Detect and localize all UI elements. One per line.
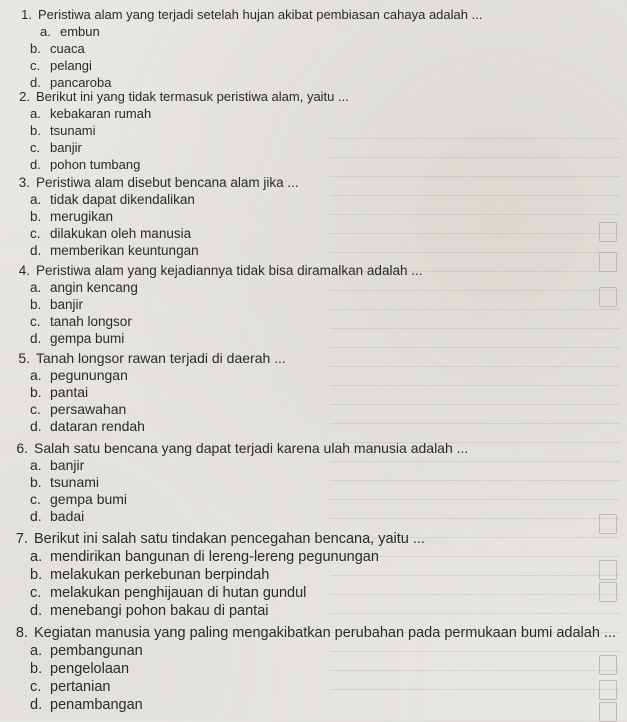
option-item: d. menebangi pohon bakau di pantai — [30, 603, 269, 619]
option-item: a. kebakaran rumah — [30, 106, 152, 121]
question-block — [8, 262, 422, 347]
option-item: a. banjir — [30, 457, 85, 473]
option-item: d. penambangan — [30, 697, 143, 713]
option-item: c. melakukan penghijauan di hutan gundul — [30, 585, 307, 601]
option-item: d. badai — [30, 508, 85, 524]
option-item: d. pancaroba — [30, 75, 112, 90]
option-item: d. gempa bumi — [30, 331, 125, 346]
option-item: b. tsunami — [30, 474, 100, 490]
option-item: c. pelangi — [30, 58, 92, 73]
question-block — [6, 624, 616, 714]
question-block — [10, 6, 482, 91]
faint-checkbox — [599, 222, 617, 242]
option-item: b. tsunami — [30, 123, 96, 138]
question-text: 1. Peristiwa alam yang terjadi setelah hujan akibat pembiasan cahaya adalah ... — [21, 7, 483, 22]
faint-checkbox — [599, 560, 617, 580]
option-item: b. merugikan — [30, 209, 114, 224]
option-item: b. banjir — [30, 297, 84, 312]
option-item: b. pantai — [30, 384, 89, 400]
option-item: a. angin kencang — [30, 280, 138, 295]
option-item: c. banjir — [30, 140, 82, 155]
question-block — [6, 530, 425, 620]
question-text: 7. Berikut ini salah satu tindakan pencegahan bencana, yaitu ... — [15, 531, 425, 547]
option-item: d. pohon tumbang — [30, 157, 141, 172]
option-item: b. pengelolaan — [30, 661, 130, 677]
show-through-text — [330, 120, 620, 710]
question-text: 5. Tanah longsor rawan terjadi di daerah ... — [18, 350, 286, 366]
option-item: b. melakukan perkebunan berpindah — [30, 567, 270, 583]
option-item: a. tidak dapat dikendalikan — [30, 192, 195, 207]
question-text: 4. Peristiwa alam yang kejadiannya tidak bisa diramalkan adalah ... — [18, 263, 423, 278]
question-block — [8, 350, 286, 435]
option-item: a. pembangunan — [30, 643, 143, 659]
option-item: d. memberikan keuntungan — [30, 243, 199, 258]
faint-checkbox — [599, 582, 617, 602]
faint-checkbox — [599, 287, 617, 307]
question-block — [6, 440, 468, 525]
question-text: 8. Kegiatan manusia yang paling mengakibatkan perubahan pada permukaan bumi adalah ... — [15, 625, 617, 641]
option-item: a. embun — [40, 24, 100, 39]
option-item: d. dataran rendah — [30, 418, 145, 434]
option-item: c. gempa bumi — [30, 491, 128, 507]
faint-checkbox — [599, 514, 617, 534]
option-item: c. persawahan — [30, 401, 127, 417]
option-item: b. cuaca — [30, 41, 85, 56]
option-item: c. tanah longsor — [30, 314, 132, 329]
question-text: 2. Berikut ini yang tidak termasuk peristiwa alam, yaitu ... — [19, 89, 349, 104]
question-text: 6. Salah satu bencana yang dapat terjadi karena ulah manusia adalah ... — [16, 440, 469, 456]
faint-checkbox — [599, 252, 617, 272]
question-block — [8, 88, 349, 173]
option-item: c. dilakukan oleh manusia — [30, 226, 192, 241]
option-item: a. mendirikan bangunan di lereng-lereng pegunungan — [30, 549, 379, 565]
question-text: 3. Peristiwa alam disebut bencana alam jika ... — [18, 175, 299, 190]
question-block — [8, 174, 299, 259]
option-item: a. pegunungan — [30, 367, 128, 383]
option-item: c. pertanian — [30, 679, 111, 695]
